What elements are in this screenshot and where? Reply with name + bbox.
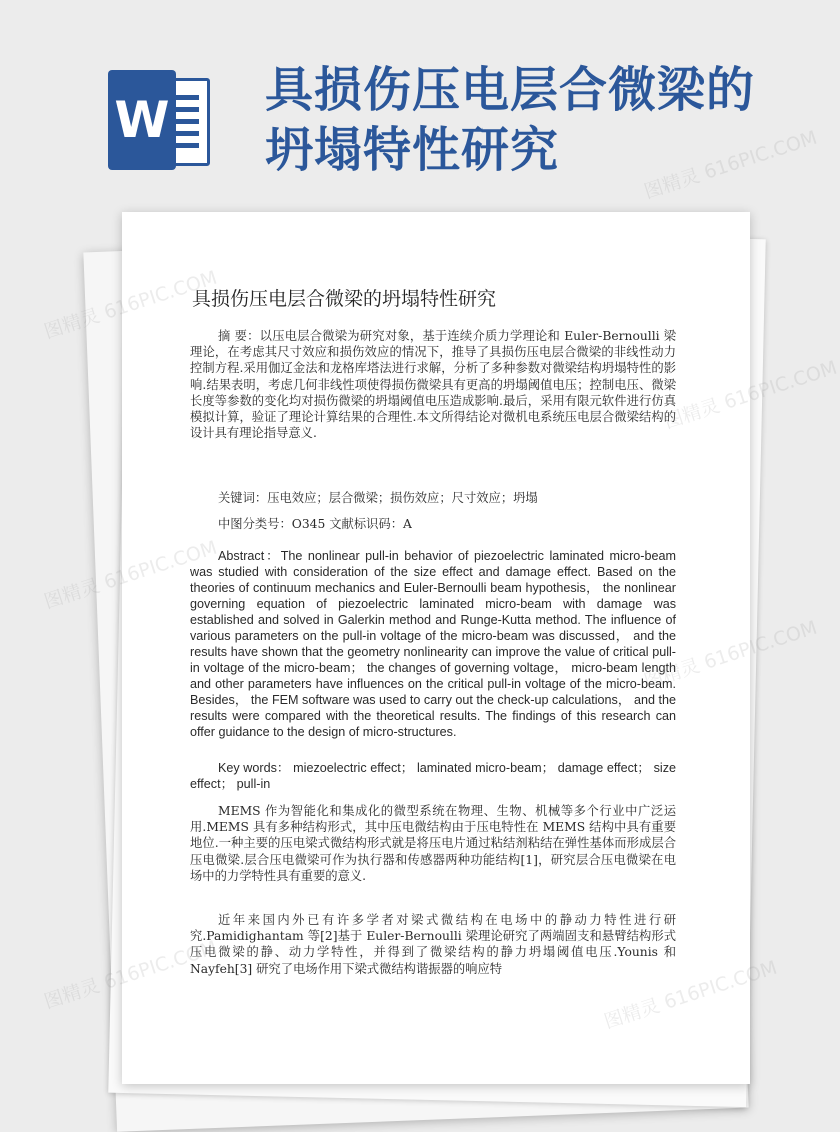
document-title: 具损伤压电层合微梁的坍塌特性研究 [192, 288, 497, 310]
document-page [122, 212, 750, 1084]
keywords-cn: 关键词：压电效应；层合微梁；损伤效应；尺寸效应；坍塌 [218, 491, 538, 505]
word-badge: W [108, 70, 176, 170]
watermark: 图精灵 [41, 304, 103, 344]
page-title-line2: 坍塌特性研究 [265, 122, 560, 178]
page-title-line1: 具损伤压电层合微梁的 [265, 62, 756, 118]
watermark: 图精灵 [41, 574, 103, 614]
keywords-en: Key words： miezoelectric effect； laminated micro-beam； damage effect； size effect； pull-in [190, 761, 676, 791]
body-paragraph-2: 近年来国内外已有许多学者对梁式微结构在电场中的静动力特性进行研究.Pamidighantam 等[2]基于 Euler-Bernoulli 梁理论研究了两端固支和悬臂结构形式压电微梁的静、动力学特性，并得到了微梁结构的静力坍塌阈值电压.Younis 和 Nayfeh[3] 研究了电场作用下梁式微结构谐振器的响应特 [190, 913, 676, 976]
page-title [265, 60, 785, 180]
watermark: 图精灵 [41, 974, 103, 1014]
watermark: 616PIC.COM [721, 356, 840, 414]
body-paragraph-1: MEMS 作为智能化和集成化的微型系统在物理、生物、机械等多个行业中广泛运用.MEMS 具有多种结构形式，其中压电微结构由于压电特性在 MEMS 结构中具有重要地位.一种主要的压电梁式微结构形式就是将压电片通过粘结剂粘结在弹性基体而形成层合压电微梁.层合压电微梁可作为执行器和传感器两种功能结构[1]，研究层合压电微梁在电场中的力学特性具有重要的意义. [190, 804, 676, 883]
watermark: 图精灵 616PIC.COM [641, 126, 820, 204]
abstract-cn: 摘 要：以压电层合微梁为研究对象，基于连续介质力学理论和 Euler-Bernoulli 梁理论，在考虑其尺寸效应和损伤效应的情况下，推导了具损伤压电层合微梁的非线性动力控制方程.采用伽辽金法和龙格库塔法进行求解，分析了多种参数对微梁结构坍塌特性的影响.结果表明，考虑几何非线性项使得损伤微梁具有更高的坍塌阈值电压；控制电压、微梁长度等参数的变化均对损伤微梁的坍塌阈值电压造成影响.最后，采用有限元软件进行仿真模拟计算，验证了理论计算结果的合理性.本文所得结论对微机电系统压电层合微梁结构的设计具有理论指导意义. [190, 329, 676, 441]
abstract-en: Abstract：The nonlinear pull-in behavior of piezoelectric laminated micro-beam was studied with consideration of the size effect and damage effect. Based on the theories of continuum mechanics and Euler-Bernoulli beam hypothesis， the nonlinear governing equation of piezoelectric laminated micro-beam with damage was established and solved in Galerkin method and Runge-Kutta method. The influence of various parameters on the pull-in voltage of the micro-beam was discussed， and the results have shown that the geometry nonlinearity can improve the value of critical pull-in voltage of the micro-beam； the changes of governing voltage， micro-beam length and other parameters have influences on the critical pull-in voltage of the micro-beam. Besides， the FEM software was used to carry out the check-up calculations， and the results were compared with the theoretical results. The findings of this research can offer guidance to the design of micro-structures. [190, 549, 676, 739]
watermark: 616PIC.COM [701, 616, 820, 674]
classification-line: 中图分类号：O345 文献标识码：A [218, 517, 412, 531]
word-icon [108, 70, 214, 170]
